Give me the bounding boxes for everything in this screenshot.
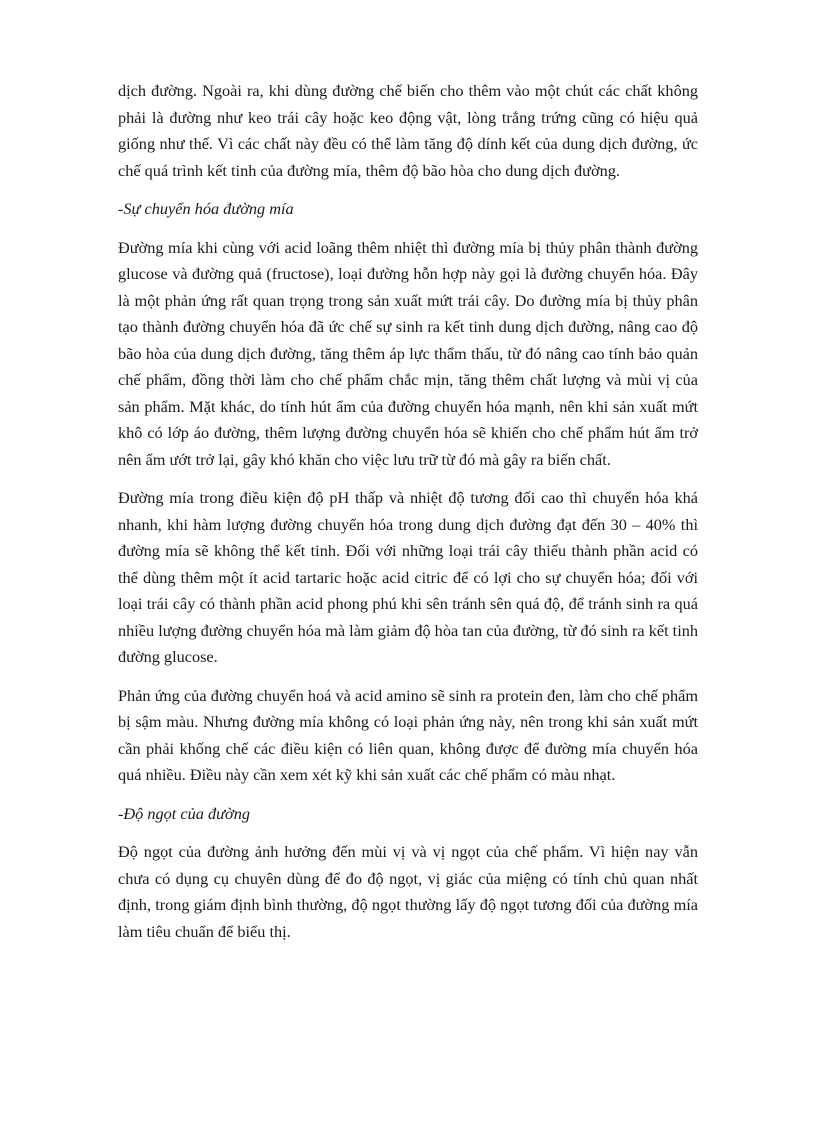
document-page xyxy=(118,78,698,957)
paragraph-inversion-hydrolysis: Đường mía khi cùng với acid loãng thêm nhiệt thì đường mía bị thủy phân thành đường glucose và đường quả (fructose), loại đường hỗn hợp này gọi là đường chuyển hóa. Đây là một phản ứng rất quan trọng trong sản xuất mứt trái cây. Do đường mía bị thủy phân tạo thành đường chuyển hóa đã ức chế sự sinh ra kết tinh dung dịch đường, nâng cao độ bão hòa của dung dịch đường, tăng thêm áp lực thẩm thấu, từ đó nâng cao tính bảo quản chế phẩm, đồng thời làm cho chế phẩm chắc mịn, tăng thêm chất lượng và mùi vị của sản phẩm. Mặt khác, do tính hút ẩm của đường chuyển hóa mạnh, nên khi sản xuất mứt khô có lớp áo đường, thêm lượng đường chuyển hóa sẽ khiến cho chế phẩm hút ẩm trở nên ẩm ướt trở lại, gây khó khăn cho việc lưu trữ từ đó mà gây ra biến chất. xyxy=(118,237,698,469)
heading-sucrose-inversion: -Sự chuyển hóa đường mía xyxy=(118,199,294,218)
heading-sugar-sweetness: -Độ ngọt của đường xyxy=(118,803,250,823)
paragraph-amino-reaction: Phản ứng của đường chuyển hoá và acid amino sẽ sinh ra protein đen, làm cho chế phẩm bị sậm màu. Nhưng đường mía không có loại phản ứng này, nên trong khi sản xuất mứt cần phải khống chế các điều kiện có liên quan, không được để đường mía chuyển hóa quá nhiều. Điều này cần xem xét kỹ khi sản xuất các chế phẩm có màu nhạt. xyxy=(118,685,698,784)
paragraph-ph-conditions: Đường mía trong điều kiện độ pH thấp và nhiệt độ tương đối cao thì chuyển hóa khá nhanh, khi hàm lượng đường chuyển hóa trong dung dịch đường đạt đến 30 – 40% thì đường mía sẽ không thể kết tinh. Đối với những loại trái cây thiếu thành phần acid có thể dùng thêm một ít acid tartaric hoặc acid citric để có lợi cho sự chuyển hóa; đối với loại trái cây có thành phần acid phong phú khi sên tránh sên quá độ, để tránh sinh ra quá nhiều lượng đường chuyển hóa mà làm giảm độ hòa tan của đường, từ đó sinh ra kết tinh đường glucose. xyxy=(118,488,698,666)
paragraph-sugar-solution: dịch đường. Ngoài ra, khi dùng đường chế biến cho thêm vào một chút các chất không phải là đường như keo trái cây hoặc keo động vật, lòng trắng trứng cũng có hiệu quả giống như thế. Vì các chất này đều có thể làm tăng độ dính kết của dung dịch đường, ức chế quá trình kết tinh của đường mía, thêm độ bão hòa cho dung dịch đường. xyxy=(118,81,698,180)
paragraph-sweetness: Độ ngọt của đường ảnh hưởng đến mùi vị và vị ngọt của chế phẩm. Vì hiện nay vẫn chưa có dụng cụ chuyên dùng để đo độ ngọt, vị giác của miệng có tính chủ quan nhất định, trong giám định bình thường, độ ngọt thường lấy độ ngọt tương đối của đường mía làm tiêu chuẩn để biểu thị. xyxy=(118,842,698,941)
